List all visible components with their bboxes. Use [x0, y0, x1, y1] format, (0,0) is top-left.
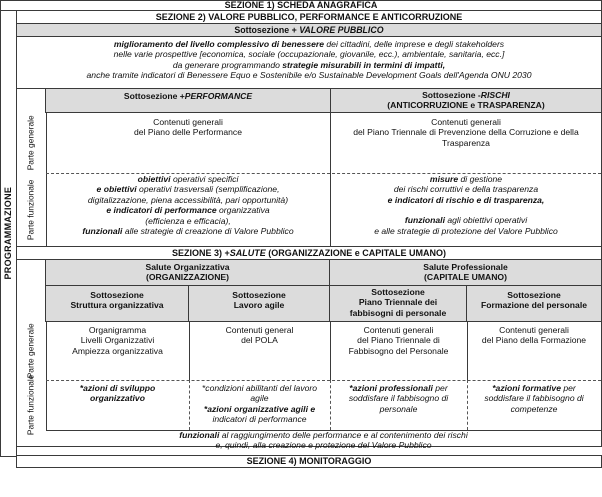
generale-lavoro-agile: [189, 323, 330, 379]
footer-l1-rest: al raggiungimento delle performance e al contenimento dei rischi: [219, 430, 468, 440]
valore-pubblico-title-bar: [17, 24, 601, 37]
perf-f1-bold: obiettivi: [137, 174, 171, 184]
sezione-3-header: [16, 246, 602, 260]
rischi-f2: dei rischi corruttivi e della trasparenza: [393, 184, 539, 195]
valore-pubblico-title-prefix: Sottosezione +: [234, 25, 300, 35]
sub-lavoro-l1: Sottosezione: [232, 290, 286, 300]
fun-piano-l1-rest: per: [432, 383, 448, 393]
sub-struttura-l1: Sottosezione: [90, 290, 144, 300]
funzionale-struttura: [46, 381, 189, 430]
sub-lavoro-l2: Lavoro agile: [233, 300, 285, 311]
gen-struttura-l3: Ampiezza organizzativa: [72, 345, 163, 356]
fun-formazione-l1-rest: per: [560, 383, 576, 393]
generale-piano-fabbisogni: [330, 323, 467, 379]
fun-lavoro-l2: agile: [250, 393, 269, 404]
gen-formazione-l1: Contenuti generali: [499, 325, 569, 335]
parte-funzionale-label-s2: [17, 173, 47, 246]
fun-lavoro-l1: *condizioni abilitanti del lavoro: [201, 383, 318, 393]
funzionale-piano-fabbisogni: [330, 381, 467, 430]
gen-lavoro-l1: Contenuti general: [225, 325, 294, 335]
perf-f1-rest: operativi specifici: [170, 174, 239, 184]
fun-struttura-l1: *azioni di sviluppo: [79, 383, 156, 393]
gen-formazione-l2: del Piano della Formazione: [481, 335, 587, 346]
sezione-4-header: [16, 455, 602, 468]
perf-f3: digitalizzazione, piena accessibilità, pari opportunità): [87, 194, 289, 205]
sottosezione-struttura-organizzativa: [46, 286, 189, 322]
fun-formazione-l3: competenze: [510, 403, 558, 414]
perf-gen-line2: del Piano delle Performance: [134, 127, 242, 138]
fun-piano-l3: personale: [379, 403, 418, 414]
vp-line3-bold: strategie misurabili in termini di impatti,: [282, 59, 446, 70]
rischi-title-emph: RISCHI: [480, 90, 510, 100]
s3-label-top-spacer: [17, 260, 46, 322]
generale-struttura: [46, 323, 189, 379]
parte-funzionale-text-s3: Parte funzionale: [25, 374, 36, 436]
vp-line1-rest: dei cittadini, delle imprese e degli stakeholders: [324, 39, 505, 49]
generale-formazione: [467, 323, 601, 379]
fun-piano-l1-bold: *azioni professionali: [349, 383, 433, 393]
sub-struttura-l2: Struttura organizzativa: [70, 300, 164, 311]
programmazione-label: PROGRAMMAZIONE: [3, 187, 14, 280]
salute-org-line1: Salute Organizzativa: [145, 262, 230, 272]
salute-prof-line2: (CAPITALE UMANO): [424, 272, 507, 283]
fun-struttura-l2: organizzativo: [90, 393, 145, 404]
vp-line1-bold: miglioramento del livello complessivo di benessere: [113, 39, 325, 49]
sezione-3-emph: SALUTE: [229, 247, 266, 258]
sub-piano-l1: Sottosezione: [371, 287, 425, 297]
sottosezione-lavoro-agile: [189, 286, 330, 322]
rischi-f4-bold: funzionali: [404, 215, 445, 226]
parte-generale-text-s3: Parte generale: [25, 323, 36, 379]
rischi-f1-bold: misure: [429, 174, 459, 184]
rischi-gen-line2: del Piano Triennale di Prevenzione della Corruzione e della: [353, 127, 579, 138]
salute-org-line2: (ORGANIZZAZIONE): [145, 272, 230, 283]
fun-formazione-l2: soddisfare il fabbisogno di: [484, 393, 584, 404]
rischi-header: [331, 89, 601, 113]
gen-struttura-l2: Livelli Organizzativi: [80, 335, 155, 346]
sub-piano-l3: fabbisogni di personale: [349, 307, 447, 318]
perf-f4-rest: organizzativa: [216, 205, 270, 216]
perf-gen-line1: Contenuti generali: [153, 117, 223, 127]
gen-piano-l1: Contenuti generali: [363, 325, 434, 335]
rischi-f4-rest: agli obiettivi operativi: [444, 215, 528, 226]
sezione-2-header: [16, 10, 602, 24]
sezione-1-title: SEZIONE 1) SCHEDA ANAGRAFICA: [224, 0, 378, 11]
rischi-f5: e alle strategie di protezione del Valore Pubblico: [374, 225, 558, 236]
gen-piano-l3: Fabbisogno del Personale: [348, 345, 449, 356]
rischi-parte-funzionale: [331, 174, 601, 246]
sub-piano-l2: Piano Triennale dei: [358, 297, 438, 308]
sezione-2-title: SEZIONE 2) VALORE PUBBLICO, PERFORMANCE E ANTICORRUZIONE: [155, 11, 463, 22]
sub-formazione-l2: Formazione del personale: [480, 300, 588, 311]
vp-line3-pre: da generare programmando: [172, 59, 283, 70]
rischi-gen-line3: Trasparenza: [442, 137, 490, 148]
rischi-gen-line1: Contenuti generali: [431, 117, 501, 127]
vp-line2: nelle varie prospettive [economica, sociale (occupazionale, giovanile, ecc.), ambientale, sanitaria, ecc.]: [113, 49, 505, 60]
fun-lavoro-l4: indicatori di performance: [212, 414, 307, 425]
programmazione-column: [0, 10, 17, 457]
performance-parte-generale: [46, 115, 330, 171]
funzionale-lavoro-agile: [189, 381, 330, 430]
valore-pubblico-block: [16, 23, 602, 89]
perf-f2-rest: operativi trasversali (semplificazione,: [136, 184, 280, 195]
sottosezione-formazione: [467, 286, 601, 322]
rischi-f1-rest: di gestione: [458, 174, 503, 184]
fun-formazione-l1-bold: *azioni formative: [492, 383, 561, 393]
fun-lavoro-l3: *azioni organizzative agili e: [203, 403, 316, 414]
s2-label-top-spacer: [17, 89, 46, 113]
rischi-subtitle: (ANTICORRUZIONE e TRASPARENZA): [387, 100, 545, 111]
rischi-parte-generale: [331, 115, 601, 171]
rischi-f3-bold: e indicatori di rischio e di trasparenza,: [387, 194, 545, 205]
perf-f2-bold: e obiettivi: [96, 184, 137, 195]
perf-f4-bold: e indicatori di performance: [106, 205, 217, 216]
sezione-4-title: SEZIONE 4) MONITORAGGIO: [246, 456, 372, 467]
salute-prof-line1: Salute Professionale: [423, 262, 508, 272]
parte-generale-label-s3: [17, 322, 47, 380]
sezione-3-rest: (ORGANIZZAZIONE e CAPITALE UMANO): [265, 247, 447, 258]
parte-generale-text: Parte generale: [25, 115, 36, 171]
sezione-3-footer: [46, 430, 601, 450]
footer-l1-bold: funzionali: [179, 430, 220, 440]
funzionale-formazione: [467, 381, 601, 430]
performance-title-prefix: Sottosezione +: [123, 91, 185, 101]
performance-title-emph: PERFORMANCE: [184, 91, 253, 101]
salute-organizzativa-header: [46, 260, 330, 286]
perf-f6-bold: funzionali: [82, 226, 123, 237]
performance-header: [46, 89, 330, 113]
gen-piano-l2: del Piano Triennale di: [357, 335, 440, 346]
gen-lavoro-l2: del POLA: [241, 335, 278, 346]
sub-formazione-l1: Sottosezione: [507, 290, 561, 300]
parte-generale-label-s2: [17, 113, 47, 173]
vp-line4: anche tramite indicatori di Benessere Equo e Sostenibile e/o Sustainable Development Goals dell'Agenda ONU 2030: [86, 70, 532, 81]
rischi-title-prefix: Sottosezione -: [422, 90, 481, 100]
perf-f6-rest: alle strategie di creazione di Valore Pubblico: [122, 226, 294, 237]
parte-funzionale-text: Parte funzionale: [25, 179, 36, 240]
salute-professionale-header: [330, 260, 601, 286]
valore-pubblico-title-emph: VALORE PUBBLICO: [299, 25, 384, 35]
parte-funzionale-label-s3: [17, 374, 47, 436]
valore-pubblico-text: [17, 37, 601, 81]
perf-f5: (efficienza e efficacia),: [145, 215, 231, 226]
gen-struttura-l1: Organigramma: [88, 325, 147, 335]
footer-l2: e, quindi, alla creazione e protezione del Valore Pubblico: [215, 439, 432, 450]
sottosezione-piano-fabbisogni: [330, 286, 467, 322]
fun-piano-l2: soddisfare il fabbisogno di: [348, 393, 449, 404]
sezione-3-prefix: SEZIONE 3) +: [171, 247, 230, 258]
performance-parte-funzionale: [46, 174, 330, 246]
